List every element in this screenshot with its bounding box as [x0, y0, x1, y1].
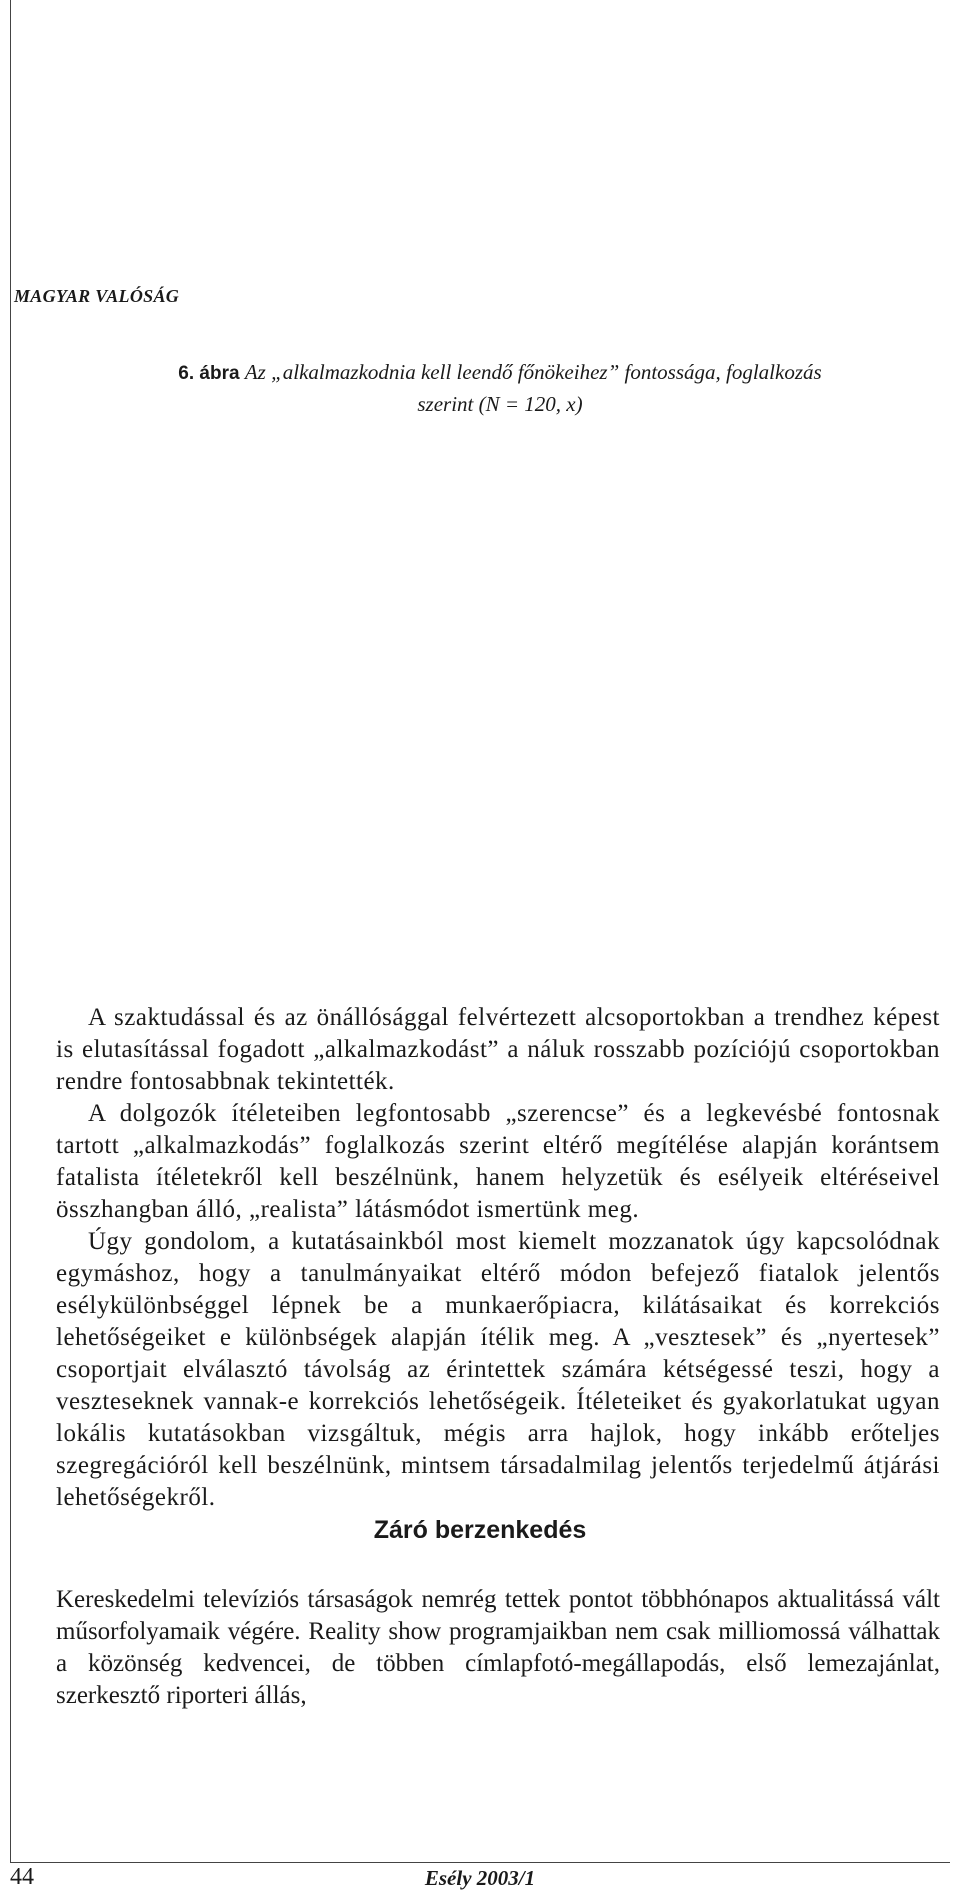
figure-caption-line1: Az „alkalmazkodnia kell leendő főnökeihez” fontossága, foglalkozás [244, 360, 822, 384]
section-heading: Záró berzenkedés [373, 1516, 587, 1544]
section-body [56, 1584, 940, 1712]
figure-caption [70, 357, 930, 419]
left-margin-rule [10, 0, 11, 1862]
figure-label: 6. ábra [178, 363, 240, 384]
paragraph-1: A szaktudással és az önállósággal felvértezett alcsoportokban a trendhez képest is elutasítással fogadott „alkalmazkodást” a náluk rosszabb pozíciójú csoportokban rendre fontosabbnak tekintették. [56, 1004, 940, 1095]
paragraph-2: A dolgozók ítéleteiben legfontosabb „szerencse” és a legkevésbé fontosnak tartott „alkalmazkodás” foglalkozás szerint eltérő megítélése alapján korántsem fatalista ítéletekről kell beszélnünk, hanem helyzetük és esélyeik eltéréseivel összhangban álló, „realista” látásmódot ismertünk meg. [56, 1100, 940, 1223]
figure-caption-line2: szerint (N = 120, x) [417, 392, 583, 416]
journal-footer: Esély 2003/1 [424, 1866, 536, 1890]
page-number: 44 [10, 1864, 34, 1890]
running-header: MAGYAR VALÓSÁG [14, 286, 180, 306]
section-paragraph: Kereskedelmi televíziós társaságok nemrég tettek pontot többhónapos aktualitássá vált műsorfolyamaik végére. Reality show programjaikban nem csak milliomossá válhattak a közönség kedvencei, de többen címlapfotó-megállapodás, első lemezajánlat, szerkesztő riporteri állás, [56, 1586, 940, 1709]
footer-rule [10, 1862, 950, 1863]
paragraph-3: Úgy gondolom, a kutatásainkból most kiemelt mozzanatok úgy kapcsolódnak egymáshoz, hogy a tanulmányaikat eltérő módon befejező fiatalok jelentős esélykülönbséggel lépnek be a munkaerőpiacra, kilátásaikat és korrekciós lehetőségeiket e különbségek alapján ítélik meg. A „vesztesek” és „nyertesek” csoportjait elválasztó távolság az érintettek számára kétségessé teszi, hogy a veszteseknek vannak-e korrekciós lehetőségeik. Ítéleteiket és gyakorlatukat ugyan lokális kutatásokban vizsgáltuk, mégis arra hajlok, hogy inkább erőteljes szegregációról kell beszélnünk, mintsem társadalmilag jelentős terjedelmű átjárási lehetőségekről. [56, 1228, 940, 1511]
body-text [56, 1002, 940, 1514]
